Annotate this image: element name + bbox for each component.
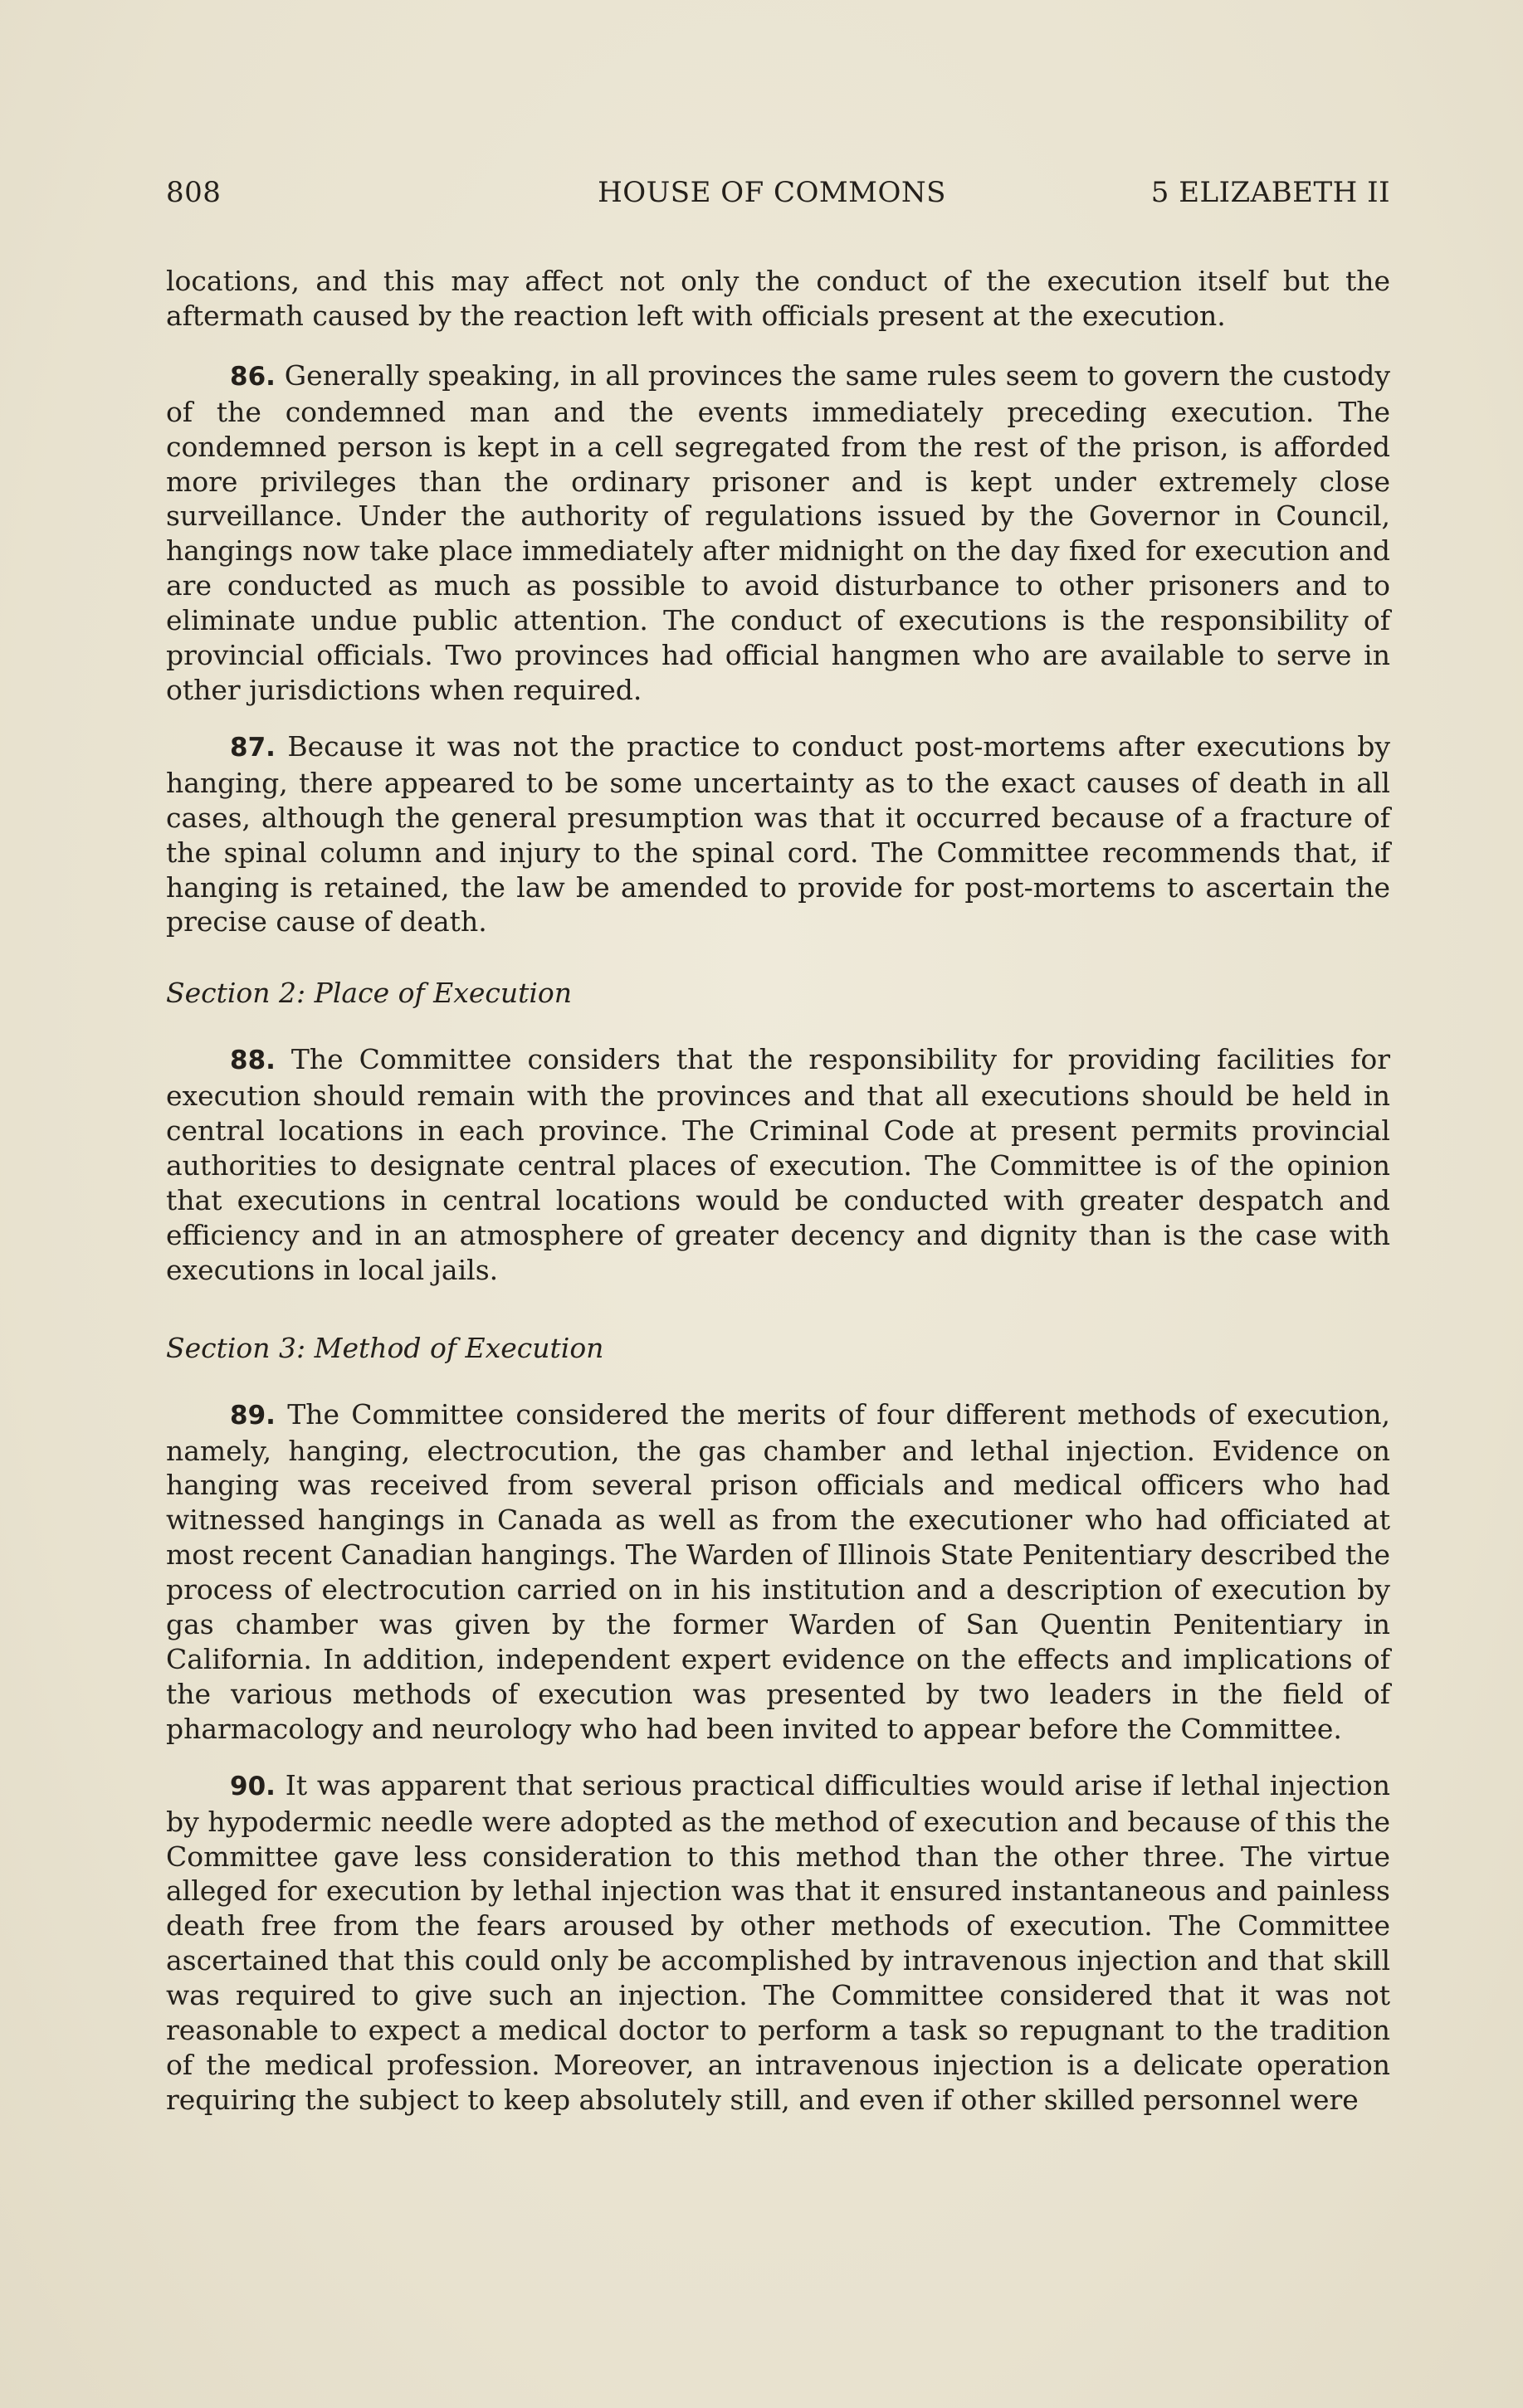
paragraph-number: 86. <box>230 361 276 392</box>
body-text <box>166 264 1390 2139</box>
paragraph-text: The Committee considers that the responsibility for providing facilities for execution should remain with the provinces and that all executions should be held in central locations in each province. The Criminal Code at present permits provincial authorities to designate central places of execution. The Committee is of the opinion that executions in central locations would be conducted with greater despatch and efficiency and in an atmosphere of greater decency and dignity than is the case with executions in local jails. <box>166 1043 1390 1286</box>
page-header <box>166 173 1390 212</box>
paragraph-86 <box>166 358 1390 708</box>
paragraph-89 <box>166 1397 1390 1747</box>
paragraph-90 <box>166 1768 1390 2118</box>
paragraph-87 <box>166 729 1390 939</box>
paragraph-88 <box>166 1042 1390 1287</box>
paragraph-text: It was apparent that serious practical difficulties would arise if lethal injection by hypodermic needle were adopted as the method of execution and because of this the Committee gave less consideration to this method than the other three. The virtue alleged for execution by lethal injection was that it ensured instantaneous and painless death free from the fears aroused by other methods of execution. The Committee ascertained that this could only be accomplished by intravenous injection and that skill was required to give such an injection. The Committee considered that it was not reasonable to expect a medical doctor to perform a task so repugnant to the tradition of the medical profession. Moreover, an intravenous injection is a delicate operation requiring the subject to keep absolutely still, and even if other skilled personnel were <box>166 1768 1390 2116</box>
page-number: 808 <box>166 176 222 209</box>
paragraph-number: 90. <box>230 1771 276 1801</box>
section-heading-place-of-execution: Section 2: Place of Execution <box>166 977 573 1010</box>
paragraph-number: 88. <box>230 1046 276 1076</box>
paragraph-text: Because it was not the practice to conduct post-mortems after executions by hanging, there appeared to be some uncertainty as to the exact causes of death in all cases, although the general presumption was that it occurred because of a fracture of the spinal column and injury to the spinal cord. The Committee recommends that, if hanging is retained, the law be amended to provide for post-mortems to ascertain the precise cause of death. <box>166 729 1390 938</box>
paragraph-number: 87. <box>230 732 276 763</box>
paragraph-text: Generally speaking, in all provinces the same rules seem to govern the custody of the condemned man and the events immediately preceding execution. The condemned person is kept in a cell segregated from the rest of the prison, is afforded more privileges than the ordinary prisoner and is kept under extremely close surveillance. Under the authority of regulations issued by the Governor in Council, hangings now take place immediately after midnight on the day fixed for execution and are conducted as much as possible to avoid disturbance to other prisoners and to eliminate undue public attention. The conduct of executions is the responsibility of provincial officials. Two provinces had official hangmen who are available to serve in other jurisdictions when required. <box>166 358 1390 706</box>
section-heading-method-of-execution: Section 3: Method of Execution <box>166 1331 604 1364</box>
running-title: HOUSE OF COMMONS <box>598 176 946 209</box>
paragraph-number: 89. <box>230 1400 276 1431</box>
paragraph-text: The Committee considered the merits of four different methods of execution, namely, hanging, electrocution, the gas chamber and lethal injection. Evidence on hanging was received from several prison officials and medical officers who had witnessed hangings in Canada as well as from the executioner who had officiated at most recent Canadian hangings. The Warden of Illinois State Penitentiary described the process of electrocution carried on in his institution and a description of execution by gas chamber was given by the former Warden of San Quentin Penitentiary in California. In addition, independent expert evidence on the effects and implications of the various methods of execution was presented by two leaders in the field of pharmacology and neurology who had been invited to appear before the Committee. <box>166 1397 1390 1745</box>
regnal-year: 5 ELIZABETH II <box>1150 176 1390 209</box>
continued-paragraph: locations, and this may affect not only the conduct of the execution itself but the aftermath caused by the reaction left with officials present at the execution. <box>166 265 1390 332</box>
